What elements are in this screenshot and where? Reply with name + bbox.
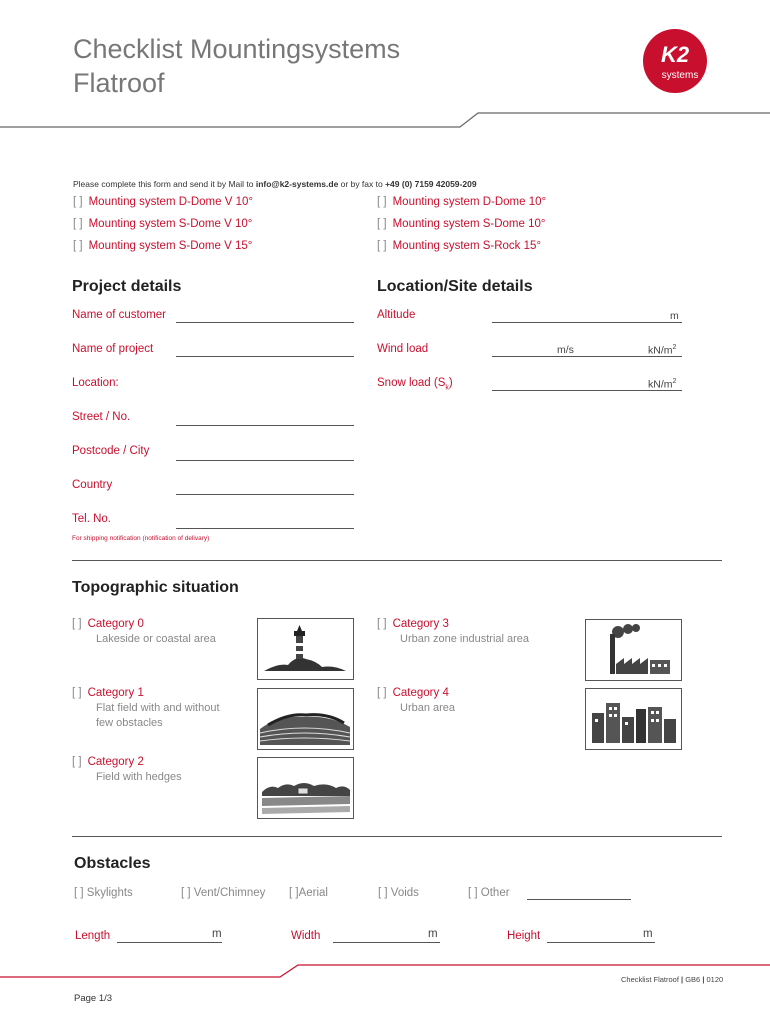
category-0-desc: Lakeside or coastal area xyxy=(96,633,216,645)
tel-label: Tel. No. xyxy=(72,513,111,525)
snow-load-label: Snow load $(S_k)$ xyxy=(377,377,453,392)
fax-number: +49 (0) 7159 42059-209 xyxy=(385,179,477,189)
system-option-left-2[interactable]: [ ] Mounting system S-Dome V 10° xyxy=(73,218,253,230)
obstacles-heading: Obstacles xyxy=(74,855,151,872)
document-title xyxy=(73,32,400,100)
wind-unit-knm2: $kN/m^2$ xyxy=(648,344,677,357)
height-label: Height xyxy=(507,930,541,942)
obstacle-skylights[interactable]: [ ] Skylights xyxy=(74,887,133,899)
header-divider xyxy=(0,105,770,135)
page-number: Page 1/3 xyxy=(74,993,113,1004)
lighthouse-image xyxy=(257,618,354,680)
category-3-option[interactable]: [ ] Category 3 xyxy=(377,618,449,630)
altitude-label: Altitude xyxy=(377,309,416,321)
email-link[interactable]: info@k2-systems.de xyxy=(255,179,339,189)
obstacle-aerial[interactable]: [ ]Aerial xyxy=(289,887,328,899)
system-option-right-1[interactable]: [ ] Mounting system D-Dome 10° xyxy=(377,196,547,208)
length-label: Length xyxy=(75,930,111,942)
width-unit: m xyxy=(428,928,438,940)
height-unit: m xyxy=(643,928,653,940)
postcode-label: Postcode / City xyxy=(72,445,150,457)
other-field[interactable] xyxy=(527,899,631,900)
k2-logo xyxy=(642,28,708,94)
industrial-image xyxy=(585,619,682,681)
location-label: Location: xyxy=(72,377,119,389)
length-unit: m xyxy=(212,928,222,940)
system-option-right-2[interactable]: [ ] Mounting system S-Dome 10° xyxy=(377,218,546,230)
system-option-left-3[interactable]: [ ] Mounting system S-Dome V 15° xyxy=(73,240,253,252)
category-0-option[interactable]: [ ] Category 0 xyxy=(72,618,144,630)
project-details-heading: Project details xyxy=(72,278,182,295)
shipping-note: For shipping notification (notification of delivary) xyxy=(72,535,210,542)
name-of-project-field[interactable] xyxy=(176,356,354,357)
category-2-option[interactable]: [ ] Category 2 xyxy=(72,756,144,768)
topographic-heading: Topographic situation xyxy=(72,579,239,596)
name-of-customer-field[interactable] xyxy=(176,322,354,323)
intro-text: Please complete this form and send it by Mail to info@k2-systems.de or by fax to +49 (0) 7159 42059-209 xyxy=(73,179,477,189)
altitude-field[interactable] xyxy=(492,322,682,323)
logo-sub-text: systems xyxy=(661,70,699,81)
altitude-unit: m xyxy=(670,310,679,322)
urban-area-image xyxy=(585,688,682,750)
obstacle-vent-chimney[interactable]: [ ] Vent/Chimney xyxy=(181,887,266,899)
wind-unit-ms: m/s xyxy=(557,344,574,356)
section-divider-1 xyxy=(72,560,722,561)
country-label: Country xyxy=(72,479,113,491)
obstacle-other[interactable]: [ ] Other xyxy=(468,887,510,899)
system-option-left-1[interactable]: [ ] Mounting system D-Dome V 10° xyxy=(73,196,253,208)
system-option-right-3[interactable]: [ ] Mounting system S-Rock 15° xyxy=(377,240,541,252)
footer-doc-info: Checklist Flatroof | GB6 | 0120 xyxy=(621,975,724,984)
category-3-desc: Urban zone industrial area xyxy=(400,633,530,645)
hedges-field-image xyxy=(257,757,354,819)
postcode-field[interactable] xyxy=(176,460,354,461)
street-label: Street / No. xyxy=(72,411,131,423)
height-field[interactable] xyxy=(547,942,655,943)
flat-field-image xyxy=(257,688,354,750)
snow-unit-knm2: $kN/m^2$ xyxy=(648,378,677,391)
category-4-desc: Urban area xyxy=(400,702,456,714)
category-1-desc-2: few obstacles xyxy=(96,717,163,729)
tel-field[interactable] xyxy=(176,528,354,529)
country-field[interactable] xyxy=(176,494,354,495)
logo-main-text: K2 xyxy=(660,42,690,67)
site-details-heading: Location/Site details xyxy=(377,278,533,295)
street-field[interactable] xyxy=(176,425,354,426)
name-of-project-label: Name of project xyxy=(72,343,154,355)
width-label: Width xyxy=(291,930,321,942)
title-line-1: Checklist Mountingsystems xyxy=(73,34,401,64)
category-2-desc: Field with hedges xyxy=(96,771,182,783)
width-field[interactable] xyxy=(333,942,440,943)
wind-load-label: Wind load xyxy=(377,343,429,355)
section-divider-2 xyxy=(72,836,722,837)
title-line-2: Flatroof xyxy=(73,68,165,98)
name-of-customer-label: Name of customer xyxy=(72,309,166,321)
category-4-option[interactable]: [ ] Category 4 xyxy=(377,687,449,699)
category-1-desc-1: Flat field with and without xyxy=(96,702,220,714)
length-field[interactable] xyxy=(117,942,222,943)
obstacle-voids[interactable]: [ ] Voids xyxy=(378,887,419,899)
category-1-option[interactable]: [ ] Category 1 xyxy=(72,687,144,699)
